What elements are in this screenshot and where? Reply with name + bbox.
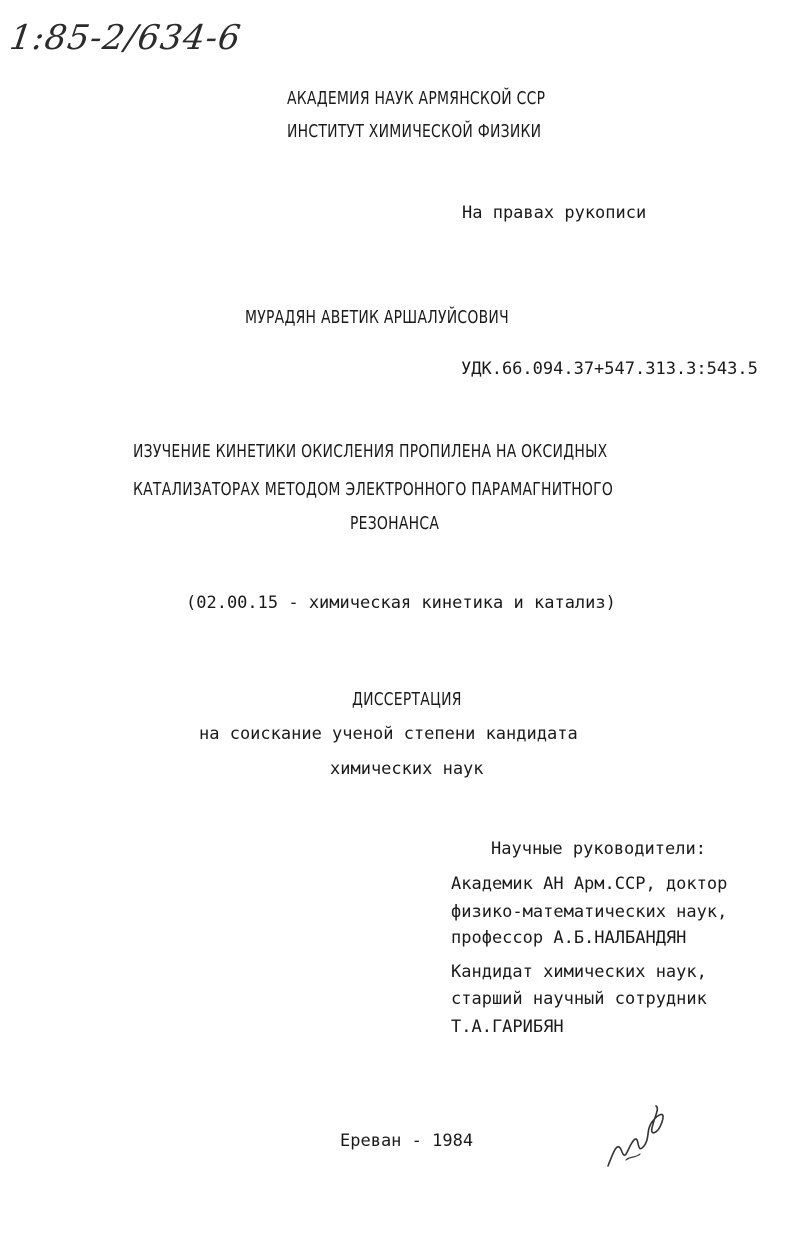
- title-line-2: КАТАЛИЗАТОРАХ МЕТОДОМ ЭЛЕКТРОННОГО ПАРАМАГНИТНОГО: [133, 479, 614, 500]
- supervisor-1-line-1: Академик АН Арм.ССР, доктор: [451, 874, 728, 894]
- title-line-3: РЕЗОНАНСА: [350, 513, 440, 534]
- udk-code: УДК.66.094.37+547.313.3:543.5: [461, 359, 758, 379]
- supervisor-1-line-3: профессор А.Б.НАЛБАНДЯН: [451, 928, 687, 948]
- author-name: МУРАДЯН АВЕТИК АРШАЛУЙСОВИЧ: [245, 307, 509, 328]
- supervisor-2-line-2: старший научный сотрудник: [451, 989, 707, 1009]
- supervisor-2-line-3: Т.А.ГАРИБЯН: [451, 1017, 564, 1037]
- academy-name: АКАДЕМИЯ НАУК АРМЯНСКОЙ ССР: [287, 88, 546, 109]
- supervisor-2-line-1: Кандидат химических наук,: [451, 962, 707, 982]
- title-line-1: ИЗУЧЕНИЕ КИНЕТИКИ ОКИСЛЕНИЯ ПРОПИЛЕНА НА ОКСИДНЫХ: [133, 441, 608, 462]
- handwritten-signature: [600, 1100, 670, 1175]
- degree-line-2: химических наук: [330, 759, 484, 779]
- rights-note: На правах рукописи: [462, 203, 647, 223]
- specialty-code: (02.00.15 - химическая кинетика и катализ): [186, 593, 616, 613]
- institute-name: ИНСТИТУТ ХИМИЧЕСКОЙ ФИЗИКИ: [287, 121, 542, 142]
- place-and-year: Ереван - 1984: [340, 1131, 474, 1151]
- dissertation-label: ДИССЕРТАЦИЯ: [352, 689, 462, 710]
- degree-line-1: на соискание ученой степени кандидата: [199, 724, 578, 744]
- supervisors-heading: Научные руководители:: [491, 839, 706, 859]
- archive-number: 1:85-2/634-6: [7, 18, 244, 58]
- supervisor-1-line-2: физико-математических наук,: [451, 902, 728, 922]
